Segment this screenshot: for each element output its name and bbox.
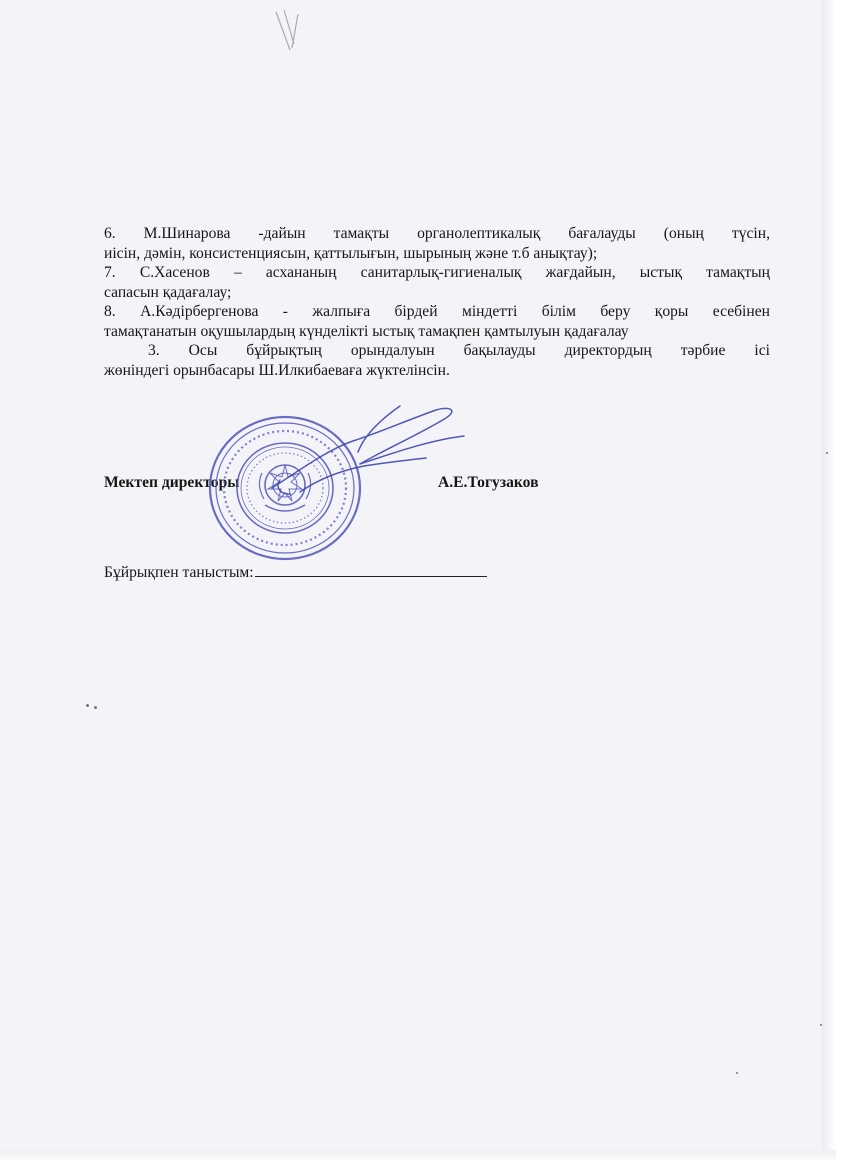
item-6-line-2: иісін, дәмін, консистенциясын, қаттылығын, шырының және т.б анықтау); (104, 244, 598, 262)
clause-3-line-1: 3. Осы бұйрықтың орындалуын бақылауды директордың тәрбие ісі (148, 342, 770, 359)
scan-mark (270, 8, 320, 54)
item-7-line-1: 7. С.Хасенов – асхананың санитарлық-гигиеналық жағдайын, ыстық тамақтың (104, 264, 770, 281)
scan-speck (94, 706, 97, 709)
acknowledgement-line (104, 562, 487, 582)
item-6-line-1: 6. М.Шинарова -дайын тамақты органолептикалық бағалауды (оның түсін, (104, 225, 770, 242)
acknowledgement-label: Бұйрықпен таныстым: (104, 564, 254, 581)
scan-speck (86, 704, 89, 707)
scan-edge-bottom (0, 1150, 836, 1160)
item-8-line-1: 8. А.Кәдірбергенова - жалпыға бірдей міндетті білім беру қоры есебінен (104, 303, 770, 320)
scan-edge (822, 0, 836, 1160)
item-7-line-2: сапасын қадағалау; (104, 283, 232, 301)
clause-3-line-2: жөніндегі орынбасары Ш.Илкибаеваға жүктелінсін. (104, 361, 450, 379)
order-text (104, 224, 770, 380)
scan-speck (820, 1024, 822, 1026)
signature-blank (255, 562, 487, 577)
director-name: А.Е.Тогузаков (438, 474, 539, 491)
scan-speck (736, 1072, 738, 1074)
scan-speck (826, 452, 828, 454)
director-title: Мектеп директоры (104, 474, 240, 491)
handwritten-signature (260, 400, 470, 500)
item-8-line-2: тамақтанатын оқушылардың күнделікті ыстық тамақпен қамтылуын қадағалау (104, 322, 629, 340)
